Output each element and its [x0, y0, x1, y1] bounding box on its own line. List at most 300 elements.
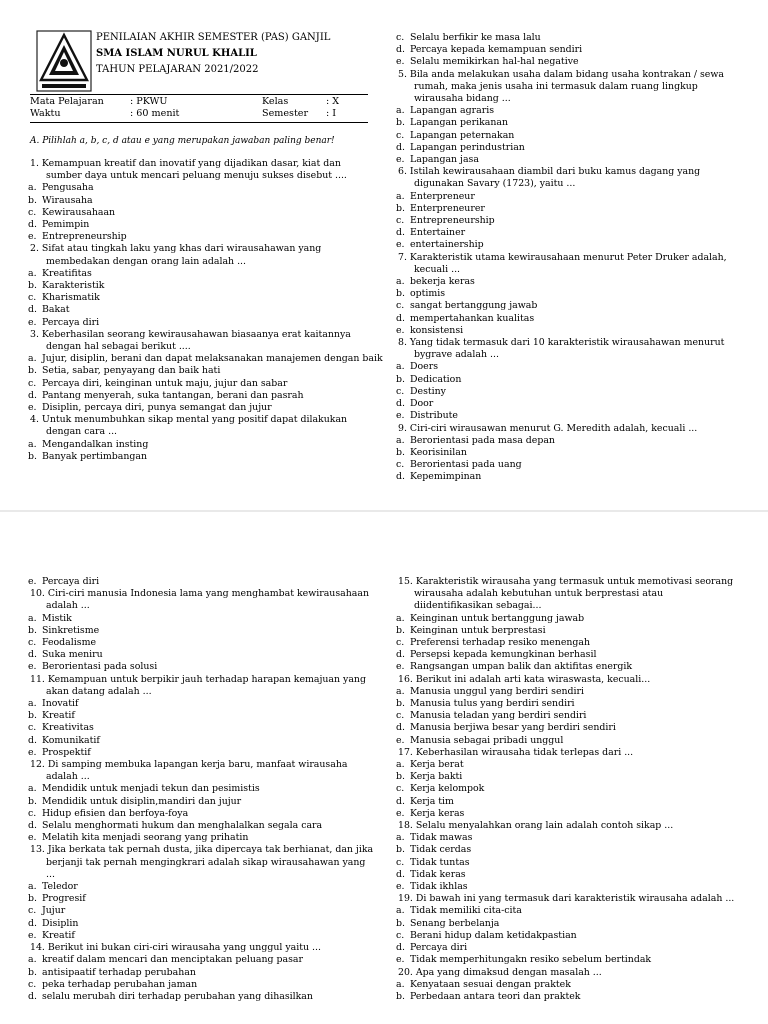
option-letter: c. [396, 385, 405, 397]
option-text: Setia, sabar, penyayang dan baik hati [42, 365, 221, 377]
option-letter: a. [396, 978, 405, 990]
option-letter: e. [396, 734, 405, 746]
option-letter: e. [396, 56, 405, 68]
option-letter: b. [28, 280, 37, 292]
option-letter: a. [396, 612, 405, 624]
option-text: Lapangan agraris [410, 105, 495, 117]
option-text: Manusia teladan yang berdiri sendiri [410, 710, 587, 722]
answer-option [30, 881, 375, 893]
answer-option [30, 710, 375, 722]
option-letter: a. [28, 954, 37, 966]
question-item [30, 942, 375, 1003]
option-letter: e. [396, 661, 405, 673]
question-stem: 12. Di samping membuka lapangan kerja baru, manfaat wirausaha adalah ... [30, 759, 348, 783]
option-text: Komunikatif [42, 734, 100, 746]
answer-options [30, 439, 375, 463]
answer-option [30, 292, 375, 304]
option-letter: a. [396, 105, 405, 117]
option-letter: a. [28, 612, 37, 624]
answer-option [30, 268, 375, 280]
option-text: Kenyataan sesuai dengan praktek [410, 978, 571, 990]
option-text: Percaya diri [42, 576, 100, 587]
answer-option [398, 771, 743, 783]
question-item [398, 576, 743, 674]
answer-options [398, 832, 743, 893]
answer-option [30, 918, 375, 930]
option-text: Mendidik untuk menjadi tekun dan pesimistis [42, 783, 260, 795]
option-text: peka terhadap perubahan jaman [42, 978, 198, 990]
time-value: : 60 menit [130, 108, 180, 119]
school-logo [36, 30, 92, 92]
option-text: Tidak memiliki cita-cita [410, 905, 522, 917]
option-letter: d. [28, 820, 37, 832]
option-text: Kepemimpinan [410, 471, 482, 483]
option-letter: d. [396, 868, 405, 880]
option-text: Disiplin [42, 917, 79, 929]
question-stem: 11. Kemampuan untuk berpikir jauh terhadap harapan kemajuan yang akan datang adalah ... [30, 673, 366, 697]
option-text: Kharismatik [42, 292, 100, 304]
answer-options [398, 32, 738, 69]
answer-option [30, 979, 375, 991]
answer-option [398, 56, 738, 68]
option-letter: a. [28, 438, 37, 450]
option-letter: b. [28, 893, 37, 905]
option-letter: e. [28, 929, 37, 941]
option-text: Kerja bakti [410, 771, 463, 783]
answer-option [398, 117, 738, 129]
academic-year: TAHUN PELAJARAN 2021/2022 [96, 64, 259, 75]
option-letter: b. [396, 624, 405, 636]
option-text: Kerja keras [410, 807, 465, 819]
answer-option [398, 435, 738, 447]
option-text: Berorientasi pada uang [410, 459, 522, 471]
answer-option [398, 881, 743, 893]
answer-options [398, 361, 738, 422]
option-text: Kerja berat [410, 759, 464, 771]
answer-options [398, 905, 743, 966]
option-text: Pengusaha [42, 182, 94, 194]
answer-option [398, 722, 743, 734]
exam-header [36, 30, 372, 92]
option-letter: c. [28, 807, 37, 819]
answer-options [398, 276, 738, 337]
option-letter: a. [396, 434, 405, 446]
option-text: Tidak ikhlas [410, 881, 468, 893]
question-stem: 6. Istilah kewirausahaan diambil dari buku kamus dagang yang digunakan Savary (1723), yaitu ... [398, 166, 701, 190]
answer-options [398, 435, 738, 484]
time-label: Waktu [30, 108, 61, 119]
answer-option [398, 239, 738, 251]
answer-option [398, 808, 743, 820]
option-text: Tidak cerdas [410, 844, 472, 856]
answer-option [398, 869, 743, 881]
question-stem: 18. Selalu menyalahkan orang lain adalah contoh sikap ... [398, 820, 674, 832]
option-text: Keinginan untuk bertanggung jawab [410, 612, 585, 624]
option-text: Progresif [42, 893, 86, 905]
answer-option [398, 954, 743, 966]
option-text: Destiny [410, 385, 446, 397]
answer-option [30, 991, 375, 1003]
answer-option [398, 991, 743, 1003]
option-letter: b. [396, 698, 405, 710]
option-letter: d. [396, 398, 405, 410]
option-text: Berani hidup dalam ketidakpastian [410, 929, 577, 941]
option-letter: e. [28, 576, 37, 587]
option-letter: e. [396, 239, 405, 251]
option-letter: c. [28, 377, 37, 389]
option-text: Mendidik untuk disiplin,mandiri dan jujur [42, 795, 242, 807]
option-letter: d. [396, 141, 405, 153]
option-letter: d. [396, 795, 405, 807]
answer-option [398, 44, 738, 56]
option-letter: e. [28, 832, 37, 844]
option-letter: e. [396, 954, 405, 966]
option-letter: b. [28, 365, 37, 377]
option-letter: a. [396, 190, 405, 202]
option-letter: b. [28, 966, 37, 978]
option-letter: a. [28, 182, 37, 194]
option-letter: a. [396, 905, 405, 917]
answer-option [398, 979, 743, 991]
option-letter: e. [396, 324, 405, 336]
option-letter: a. [396, 361, 405, 373]
option-letter: d. [28, 389, 37, 401]
answer-option [30, 698, 375, 710]
option-text: Kreativitas [42, 722, 94, 734]
option-letter: c. [396, 710, 405, 722]
option-text: Percaya kepada kemampuan sendiri [410, 44, 583, 56]
answer-option [398, 276, 738, 288]
question-stem: 8. Yang tidak termasuk dari 10 karakteristik wirausahawan menurut bygrave adalah ... [398, 337, 725, 361]
answer-option [398, 930, 743, 942]
option-text: Percaya diri, keinginan untuk maju, jujur dan sabar [42, 377, 288, 389]
option-letter: e. [28, 746, 37, 758]
option-text: Entrepreneurship [410, 215, 495, 227]
answer-option [30, 317, 375, 329]
option-text: mempertahankan kualitas [410, 312, 535, 324]
option-letter: b. [396, 771, 405, 783]
answer-options [30, 182, 375, 243]
option-letter: d. [396, 649, 405, 661]
answer-option [30, 439, 375, 451]
option-text: Jujur [42, 905, 66, 917]
option-letter: a. [28, 783, 37, 795]
answer-option [30, 722, 375, 734]
page2-left-column [30, 576, 375, 1003]
question-item [398, 32, 738, 69]
semester-label: Semester [262, 108, 309, 119]
page2-right-column [398, 576, 743, 1003]
question-item [398, 166, 738, 251]
exam-page-2 [0, 512, 768, 1024]
option-letter: b. [396, 373, 405, 385]
option-letter: b. [396, 844, 405, 856]
option-letter: d. [28, 990, 37, 1002]
option-text: Dedication [410, 373, 462, 385]
option-letter: c. [396, 459, 405, 471]
option-text: Jujur, disiplin, berani dan dapat melaksanakan manajemen dengan baik [42, 353, 383, 365]
option-letter: c. [28, 206, 37, 218]
answer-option [398, 686, 743, 698]
option-letter: a. [28, 698, 37, 710]
question-item [398, 820, 743, 893]
question-stem: 9. Ciri-ciri wirausawan menurut G. Meredith adalah, kecuali ... [398, 422, 698, 434]
subject-value: : PKWU [130, 96, 168, 107]
question-stem: 13. Jika berkata tak pernah dusta, jika dipercaya tak berhianat, dan jika berjanji tak pernah mengingkrari adalah sikap wirausahawan yang ... [30, 844, 374, 880]
answer-option [398, 625, 743, 637]
option-text: Manusia sebagai pribadi unggul [410, 734, 564, 746]
answer-option [398, 105, 738, 117]
answer-option [398, 374, 738, 386]
answer-option [30, 231, 375, 243]
option-text: Senang berbelanja [410, 917, 500, 929]
answer-option [398, 942, 743, 954]
answer-option [30, 451, 375, 463]
answer-option [398, 471, 738, 483]
option-letter: a. [396, 276, 405, 288]
answer-option [30, 613, 375, 625]
answer-option [398, 783, 743, 795]
question-item [30, 844, 375, 942]
answer-option [30, 783, 375, 795]
option-text: Persepsi kepada kemungkinan berhasil [410, 649, 597, 661]
question-item [398, 337, 738, 422]
option-letter: d. [396, 722, 405, 734]
subject-label: Mata Pelajaran [30, 96, 104, 107]
option-text: Enterpreneurer [410, 202, 485, 214]
answer-option [30, 893, 375, 905]
answer-option [398, 710, 743, 722]
answer-option [398, 649, 743, 661]
option-letter: e. [28, 402, 37, 414]
answer-option [30, 182, 375, 194]
class-value: : X [326, 96, 340, 107]
option-letter: d. [28, 219, 37, 231]
answer-option [30, 378, 375, 390]
option-text: bekerja keras [410, 276, 475, 288]
option-letter: b. [28, 194, 37, 206]
option-letter: d. [396, 227, 405, 239]
answer-option [398, 203, 738, 215]
option-text: Karakteristik [42, 280, 105, 292]
class-label: Kelas [262, 96, 289, 107]
answer-options [30, 783, 375, 844]
option-letter: b. [396, 288, 405, 300]
answer-option [398, 796, 743, 808]
answer-option [398, 832, 743, 844]
option-letter: b. [28, 450, 37, 462]
option-letter: b. [396, 202, 405, 214]
page1-right-column [398, 32, 738, 484]
option-text: Keorisinilan [410, 446, 467, 458]
option-letter: c. [28, 637, 37, 649]
answer-option [30, 649, 375, 661]
question-stem: 14. Berikut ini bukan ciri-ciri wirausaha yang unggul yaitu ... [30, 942, 321, 954]
option-letter: b. [396, 990, 405, 1002]
option-text: Banyak pertimbangan [42, 450, 148, 462]
answer-option [30, 905, 375, 917]
option-letter: b. [396, 117, 405, 129]
answer-option [398, 32, 738, 44]
header-rule [30, 94, 368, 95]
question-stem: 1. Kemampuan kreatif dan inovatif yang dijadikan dasar, kiat dan sumber daya untuk mencari peluang menuju sukses disebut .... [30, 158, 347, 182]
option-text: Hidup efisien dan berfoya-foya [42, 807, 189, 819]
option-letter: a. [396, 685, 405, 697]
answer-options [398, 759, 743, 820]
answer-option [30, 207, 375, 219]
question-item [30, 588, 375, 673]
question-item [30, 414, 375, 463]
answer-option [398, 844, 743, 856]
question-item [398, 69, 738, 167]
question-item [398, 252, 738, 337]
option-text: Sinkretisme [42, 624, 100, 636]
answer-option [398, 905, 743, 917]
answer-option [398, 227, 738, 239]
answer-options [398, 686, 743, 747]
option-text: Berorientasi pada solusi [42, 661, 158, 673]
answer-option [30, 280, 375, 292]
option-text: Kewirausahaan [42, 206, 116, 218]
question-item [398, 747, 743, 820]
option-letter: d. [28, 734, 37, 746]
option-text: Doers [410, 361, 439, 373]
option-letter: e. [396, 807, 405, 819]
answer-option [30, 747, 375, 759]
option-letter: a. [28, 353, 37, 365]
option-text: Bakat [42, 304, 70, 316]
option-text: Tidak tuntas [410, 856, 470, 868]
option-text: Wirausaha [42, 194, 93, 206]
answer-option [398, 313, 738, 325]
question-stem: 20. Apa yang dimaksud dengan masalah ... [398, 966, 602, 978]
option-text: Keinginan untuk berprestasi [410, 624, 546, 636]
option-letter: c. [396, 215, 405, 227]
answer-option [398, 459, 738, 471]
answer-option [398, 386, 738, 398]
answer-option [30, 195, 375, 207]
semester-value: : I [326, 108, 337, 119]
answer-option [28, 353, 383, 365]
option-letter: c. [28, 722, 37, 734]
answer-option [30, 735, 375, 747]
question-stem: 5. Bila anda melakukan usaha dalam bidang usaha kontrakan / sewa rumah, maka jenis usaha ini termasuk dalam ruang lingkup wirausaha bidang ... [398, 68, 724, 105]
question-stem: 15. Karakteristik wirausaha yang termasuk untuk memotivasi seorang wirausaha adalah kebutuhan untuk berprestasi atau diidentifikasikan sebagai... [398, 576, 734, 612]
option-text: Percaya diri [42, 316, 100, 328]
answer-option [398, 637, 743, 649]
school-name: SMA ISLAM NURUL KHALIL [96, 48, 257, 59]
option-letter: e. [28, 316, 37, 328]
answer-option [398, 130, 738, 142]
option-text: Pemimpin [42, 219, 90, 231]
answer-option [30, 954, 375, 966]
answer-option [30, 796, 375, 808]
answer-option [30, 820, 375, 832]
answer-option [398, 288, 738, 300]
answer-option [30, 304, 375, 316]
question-stem: 2. Sifat atau tingkah laku yang khas dari wirausahawan yang membedakan dengan orang lain adalah ... [30, 243, 322, 267]
option-letter: c. [396, 929, 405, 941]
answer-option [398, 735, 743, 747]
option-letter: c. [28, 905, 37, 917]
option-text: Melatih kita menjadi seorang yang prihatin [42, 832, 249, 844]
option-text: Distribute [410, 410, 458, 422]
option-letter: a. [396, 832, 405, 844]
question-item [28, 328, 383, 414]
answer-options [398, 105, 738, 166]
answer-option [30, 625, 375, 637]
answer-option [30, 365, 375, 377]
option-letter: d. [28, 649, 37, 661]
answer-options [398, 979, 743, 1003]
option-letter: d. [28, 304, 37, 316]
option-text: Kerja kelompok [410, 783, 485, 795]
option-text: Tidak mawas [410, 832, 473, 844]
option-text: Lapangan peternakan [410, 129, 515, 141]
option-text: selalu merubah diri terhadap perubahan yang dihasilkan [42, 990, 313, 1002]
exam-info [30, 96, 370, 120]
question-item [30, 576, 375, 588]
option-text: Lapangan jasa [410, 154, 479, 166]
answer-options [398, 191, 738, 252]
question-stem: 7. Karakteristik utama kewirausahaan menurut Peter Druker adalah, kecuali ... [398, 251, 727, 275]
answer-option [30, 576, 375, 588]
option-text: Preferensi terhadap resiko menengah [410, 637, 591, 649]
option-text: optimis [410, 288, 446, 300]
option-text: antisipaatif terhadap perubahan [42, 966, 196, 978]
option-text: Tidak memperhitungakn resiko sebelum bertindak [410, 954, 652, 966]
answer-options [30, 268, 375, 329]
option-text: Lapangan perindustrian [410, 141, 525, 153]
option-letter: a. [28, 267, 37, 279]
answer-option [398, 613, 743, 625]
option-letter: b. [28, 710, 37, 722]
option-text: Rangsangan umpan balik dan aktifitas energik [410, 661, 633, 673]
answer-option [30, 402, 375, 414]
answer-option [398, 154, 738, 166]
option-letter: c. [28, 978, 37, 990]
question-stem: 3. Keberhasilan seorang kewirausahawan biasaanya erat kaitannya dengan hal sebagai berikut .... [30, 328, 351, 353]
option-letter: d. [28, 917, 37, 929]
info-rule [30, 122, 368, 123]
option-text: Mistik [42, 612, 72, 624]
option-letter: d. [396, 312, 405, 324]
option-letter: e. [396, 154, 405, 166]
answer-options [30, 954, 375, 1003]
answer-option [30, 219, 375, 231]
option-text: Inovatif [42, 698, 79, 710]
answer-option [398, 698, 743, 710]
answer-option [398, 398, 738, 410]
option-text: Disiplin, percaya diri, punya semangat dan jujur [42, 402, 272, 414]
question-item [398, 893, 743, 966]
answer-option [30, 967, 375, 979]
option-text: Percaya diri [410, 942, 468, 954]
option-letter: c. [396, 300, 405, 312]
option-letter: c. [396, 129, 405, 141]
answer-options [30, 613, 375, 674]
option-text: Perbedaan antara teori dan praktek [410, 990, 581, 1002]
answer-option [398, 759, 743, 771]
option-letter: d. [396, 942, 405, 954]
answer-option [398, 447, 738, 459]
answer-option [30, 637, 375, 649]
option-letter: d. [396, 471, 405, 483]
option-text: Tidak keras [410, 868, 466, 880]
option-text: Manusia unggul yang berdiri sendiri [410, 685, 585, 697]
option-letter: c. [28, 292, 37, 304]
answer-option [30, 661, 375, 673]
